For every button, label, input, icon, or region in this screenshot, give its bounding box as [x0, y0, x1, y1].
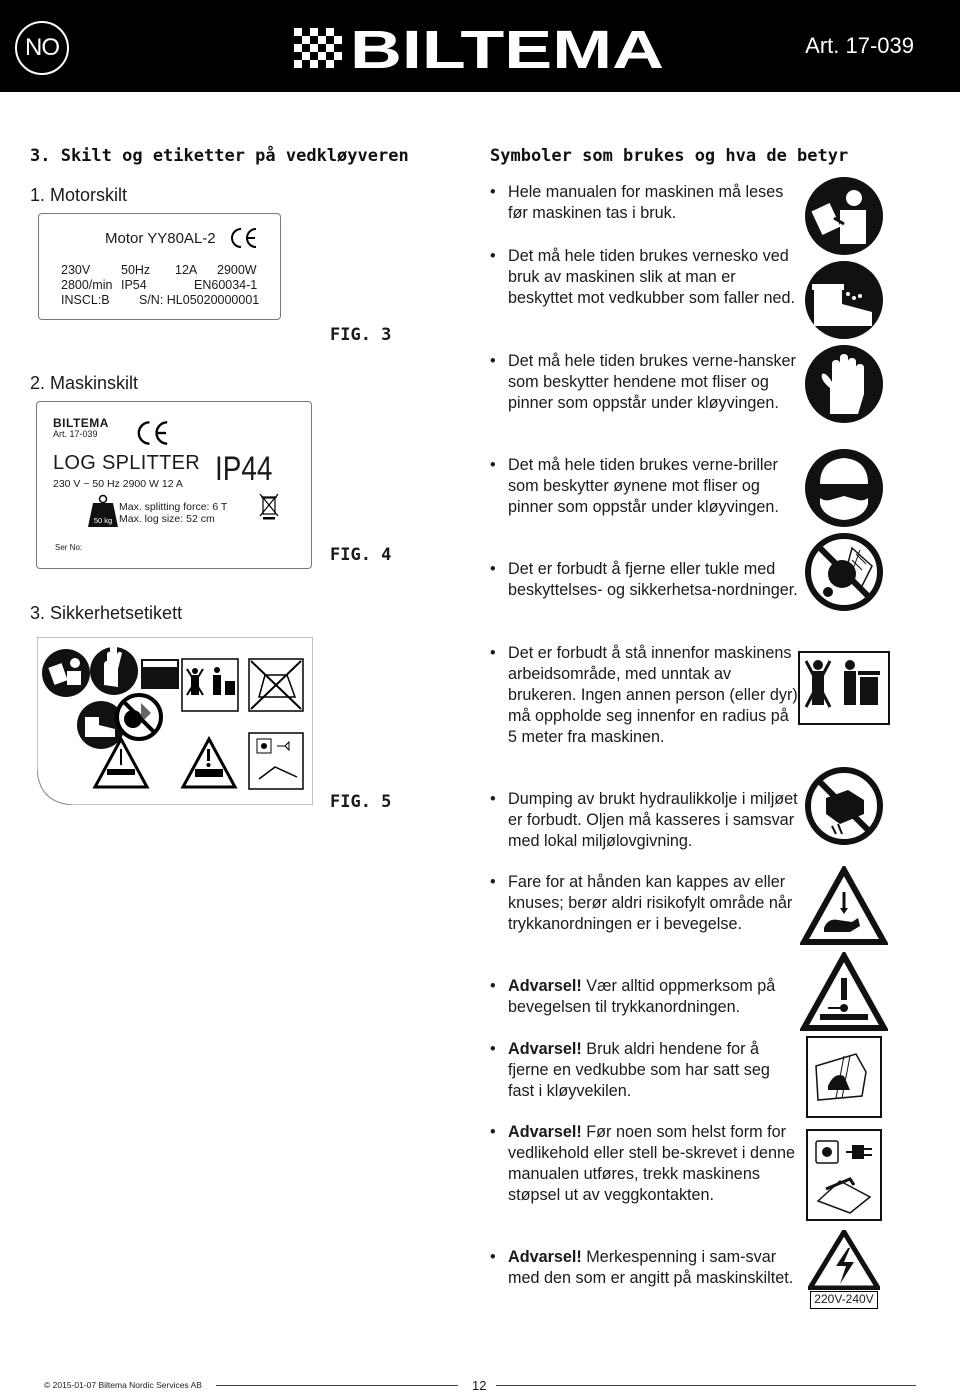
glove-icon — [90, 645, 138, 695]
max-splitting-force: Max. splitting force: 6 T — [119, 501, 228, 513]
page-number: 12 — [472, 1378, 487, 1393]
page-header — [0, 0, 960, 92]
footer-divider — [216, 1385, 458, 1386]
glove-icon — [804, 344, 884, 424]
no-oil-dumping-icon — [804, 766, 884, 846]
symbol-item: • Det må hele tiden brukes verne-hansker som beskytter hendene mot fliser og pinner som oppstår under kløyvingen. — [490, 352, 796, 412]
max-log-size: Max. log size: 52 cm — [119, 513, 215, 525]
machine-title: LOG SPLITTER — [53, 452, 200, 474]
motor-model: Motor YY80AL-2 — [105, 230, 216, 247]
symbol-item: • Advarsel! Merkespenning i sam-svar med den som er angitt på maskinskiltet. — [490, 1248, 794, 1287]
symbol-item: • Dumping av brukt hydraulikkolje i miljøet er forbudt. Oljen må kasseres i samsvar med lokal miljølovgivning. — [490, 790, 798, 850]
symbol-item: • Advarsel! Før noen som helst form for vedlikehold eller stell be-skrevet i denne manualen utføres, trekk maskinens støpsel ut av veggkontakten. — [490, 1123, 796, 1204]
subheading-machine-label: 2. Maskinskilt — [30, 373, 139, 393]
machine-label — [36, 401, 312, 569]
symbol-item: • Fare for at hånden kan kappes av eller knuses; berør aldri risikofylt område når trykkanordningen er i bevegelse. — [490, 873, 793, 933]
pusher-warning-icon — [800, 952, 888, 1032]
article-number: Art. 17-039 — [805, 33, 914, 58]
symbol-item: • Det er forbudt å fjerne eller tukle med beskyttelses- og sikkerhetsa-nordninger. — [490, 560, 798, 599]
symbol-item: • Det er forbudt å stå innenfor maskinens arbeidsområde, med unntak av brukeren. Ingen annen person (eller dyr) må oppholde seg innenfor en radius på 5 meter fra maskinen. — [490, 644, 798, 746]
symbol-item: • Advarsel! Bruk aldri hendene for å fjerne en vedkubbe som har satt seg fast i kløyvekilen. — [490, 1040, 770, 1100]
weee-bin-icon — [259, 492, 279, 520]
no-tamper-icon — [804, 532, 884, 612]
symbol-item: • Det må hele tiden brukes vernesko ved bruk av maskinen slik at man er beskyttet mot vedkubber som faller ned. — [490, 247, 796, 307]
machine-spec: 230 V ~ 50 Hz 2900 W 12 A — [53, 478, 183, 490]
safety-boot-icon — [804, 260, 884, 340]
voltage-icon — [808, 1230, 880, 1290]
read-manual-icon — [804, 176, 884, 256]
read-manual-icon — [42, 649, 90, 697]
fig-3-label: FIG. 3 — [330, 325, 392, 345]
language-badge: NO — [15, 21, 69, 75]
motor-label: Motor YY80AL-2 230V 50Hz 12A 2900W 2800/min IP54 EN60034-1 INSCL:B S/N: HL05020000001 — [38, 213, 281, 320]
svg-text:50 kg: 50 kg — [93, 516, 113, 525]
unplug-icon — [806, 1129, 882, 1221]
copyright: © 2015-01-07 Biltema Nordic Services AB — [44, 1380, 202, 1390]
ce-mark-icon — [229, 227, 259, 249]
symbol-item: • Advarsel! Vær alltid oppmerksom på bevegelsen til trykkanordningen. — [490, 977, 776, 1016]
symbol-item: • Det må hele tiden brukes verne-briller som beskytter øynene mot fliser og pinner som oppstår under kløyvingen. — [490, 456, 779, 516]
fig-4-label: FIG. 4 — [330, 545, 392, 565]
fig-5-label: FIG. 5 — [330, 792, 392, 812]
no-tamper-icon — [117, 695, 161, 739]
ip-rating: IP44 — [215, 450, 273, 488]
safety-sticker — [37, 637, 313, 805]
footer-divider — [496, 1385, 916, 1386]
svg-text:BILTEMA: BILTEMA — [350, 22, 664, 72]
unplug-icon — [249, 733, 303, 789]
ce-mark-icon — [135, 420, 171, 446]
goggles-icon — [804, 448, 884, 528]
section-title-labels: 3. Skilt og etiketter på vedkløyveren — [30, 146, 409, 166]
jammed-log-icon — [806, 1036, 882, 1118]
section-title-symbols: Symboler som brukes og hva de betyr — [490, 146, 849, 166]
subheading-motor-label: 1. Motorskilt — [30, 185, 128, 205]
hand-crush-warning-icon — [800, 866, 888, 946]
biltema-logo — [294, 22, 666, 72]
symbol-item: • Hele manualen for maskinen må leses før maskinen tas i bruk. — [490, 183, 784, 222]
machine-article: Art. 17-039 — [53, 429, 98, 439]
voltage-rating: 220V-240V — [810, 1291, 878, 1309]
serial-number-label: Ser No: — [55, 543, 83, 552]
weight-icon — [87, 494, 119, 528]
subheading-safety-label: 3. Sikkerhetsetikett — [30, 603, 183, 623]
no-oil-dumping-icon — [249, 659, 303, 711]
no-bystanders-icon — [798, 651, 890, 725]
machine-brand: BILTEMA — [53, 416, 109, 430]
pusher-warning-icon — [183, 739, 235, 787]
